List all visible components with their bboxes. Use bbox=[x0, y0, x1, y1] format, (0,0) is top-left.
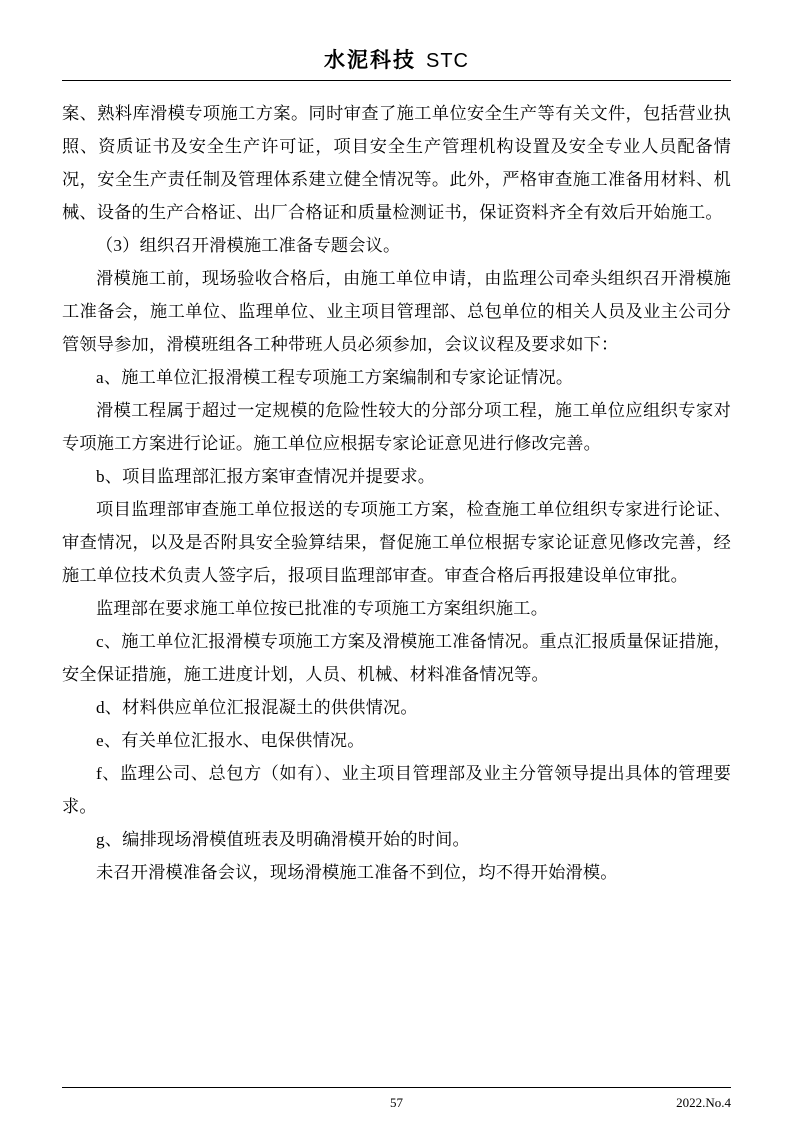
journal-title bbox=[62, 44, 731, 74]
paragraph: f、监理公司、总包方（如有）、业主项目管理部及业主分管领导提出具体的管理要求。 bbox=[62, 764, 731, 816]
paragraph: 滑模施工前，现场验收合格后，由施工单位申请，由监理公司牵头组织召开滑模施工准备会，施工单位、监理单位、业主项目管理部、总包单位的相关人员及业主公司分管领导参加，滑模班组各工种带班人员必须参加，会议议程及要求如下： bbox=[62, 269, 731, 354]
journal-title-abbr: STC bbox=[426, 50, 469, 72]
paragraph: c、施工单位汇报滑模专项施工方案及滑模施工准备情况。重点汇报质量保证措施，安全保证措施，施工进度计划，人员、机械、材料准备情况等。 bbox=[62, 632, 731, 684]
paragraph: a、施工单位汇报滑模工程专项施工方案编制和专家论证情况。 bbox=[96, 368, 574, 387]
paragraph: 项目监理部审查施工单位报送的专项施工方案，检查施工单位组织专家进行论证、审查情况，以及是否附具安全验算结果，督促施工单位根据专家论证意见修改完善，经施工单位技术负责人签字后，报项目监理部审查。审查合格后再报建设单位审批。 bbox=[62, 500, 731, 585]
paragraph: e、有关单位汇报水、电保供情况。 bbox=[96, 731, 365, 750]
paragraph: b、项目监理部汇报方案审查情况并提要求。 bbox=[96, 467, 436, 486]
paragraph: 监理部在要求施工单位按已批准的专项施工方案组织施工。 bbox=[96, 599, 549, 618]
paragraph: 案、熟料库滑模专项施工方案。同时审查了施工单位安全生产等有关文件，包括营业执照、资质证书及安全生产许可证，项目安全生产管理机构设置及安全专业人员配备情况，安全生产责任制及管理体系建立健全情况等。此外，严格审查施工准备用材料、机械、设备的生产合格证、出厂合格证和质量检测证书，保证资料齐全有效后开始施工。 bbox=[62, 104, 731, 222]
page-footer bbox=[62, 1088, 731, 1122]
paragraph: d、材料供应单位汇报混凝土的供供情况。 bbox=[96, 698, 418, 717]
paragraph: g、编排现场滑模值班表及明确滑模开始的时间。 bbox=[96, 830, 470, 849]
paragraph: （3）组织召开滑模施工准备专题会议。 bbox=[96, 236, 401, 255]
paragraph: 滑模工程属于超过一定规模的危险性较大的分部分项工程，施工单位应组织专家对专项施工方案进行论证。施工单位应根据专家论证意见进行修改完善。 bbox=[62, 401, 731, 453]
page-number: 57 bbox=[390, 1095, 403, 1110]
issue-label: 2022.No.4 bbox=[676, 1095, 731, 1110]
journal-title-cn: 水泥科技 bbox=[324, 48, 416, 72]
paragraph: 未召开滑模准备会议，现场滑模施工准备不到位，均不得开始滑模。 bbox=[96, 863, 618, 882]
page-body bbox=[62, 85, 731, 1087]
page-header bbox=[62, 44, 731, 85]
header-divider bbox=[62, 80, 731, 81]
